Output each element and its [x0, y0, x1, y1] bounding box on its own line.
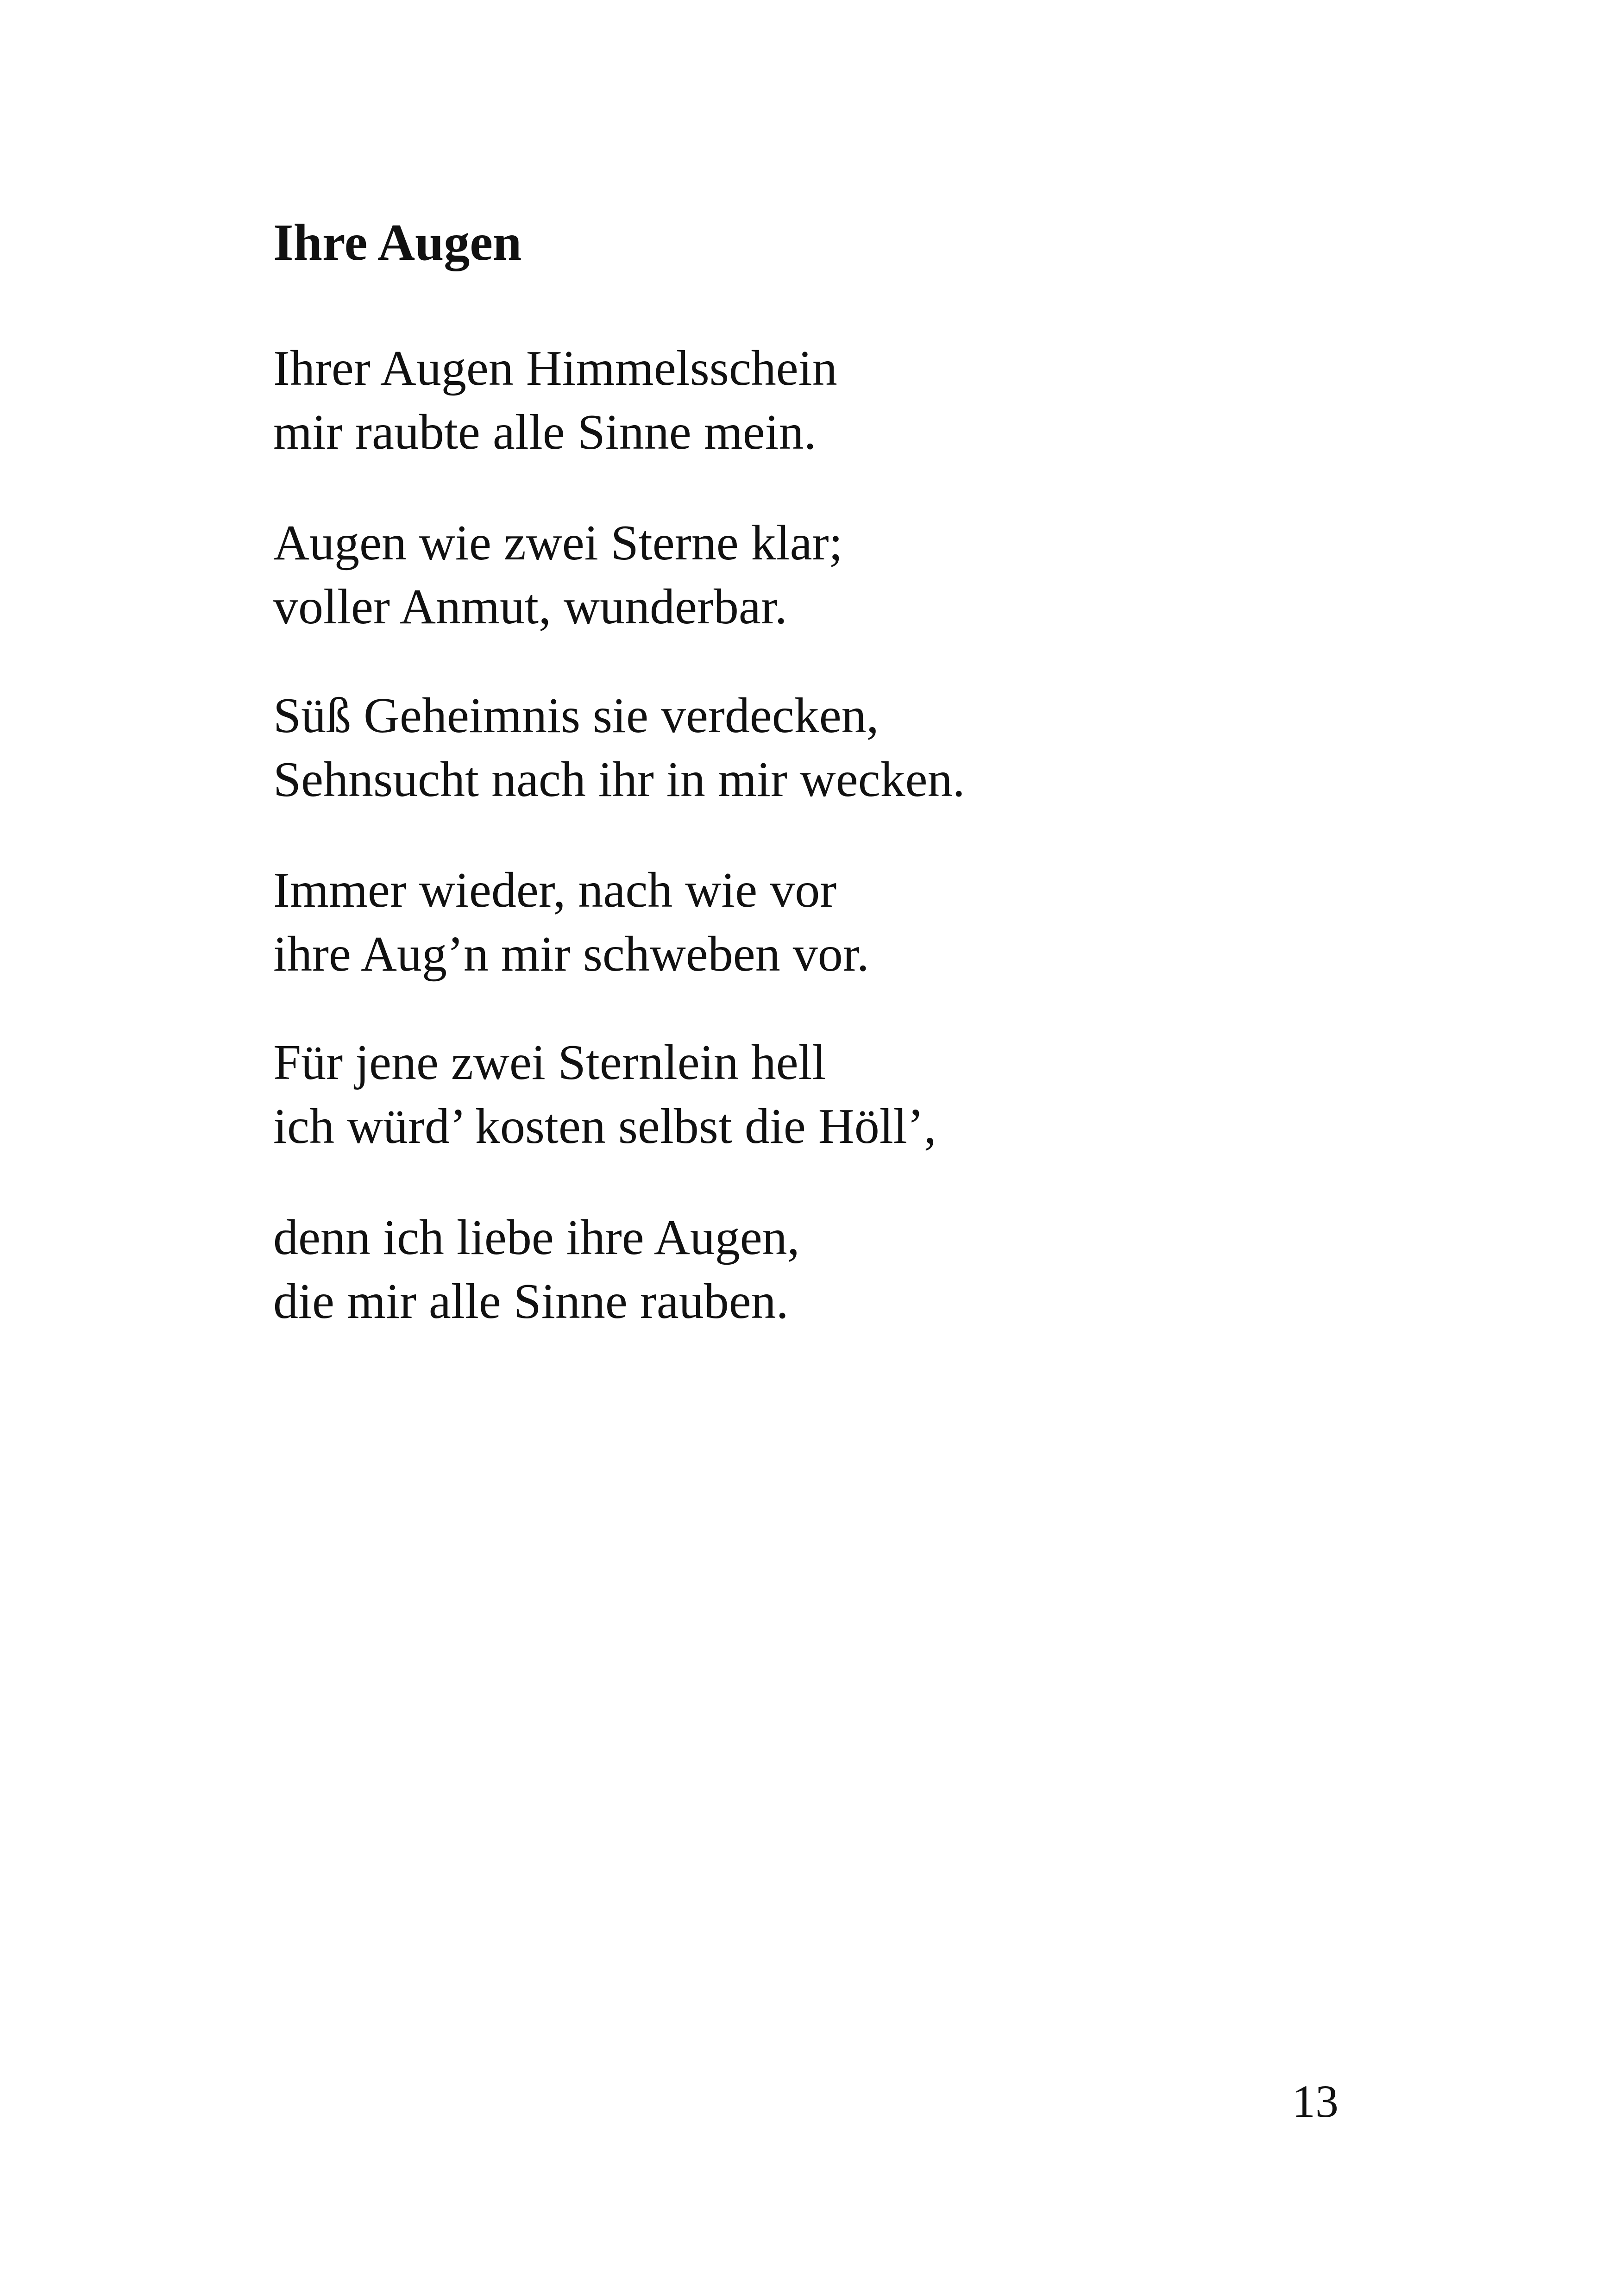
poem-line: Ihrer Augen Himmelsschein — [273, 341, 837, 396]
stanza — [273, 511, 843, 639]
poem-line: ich würd’ kosten selbst die Höll’, — [273, 1099, 936, 1154]
page-number: 13 — [1292, 2076, 1338, 2127]
poem-line: die mir alle Sinne rauben. — [273, 1274, 789, 1329]
poem-line: mir raubte alle Sinne mein. — [273, 405, 817, 460]
poem-line: Sehnsucht nach ihr in mir wecken. — [273, 752, 965, 807]
poem-line: voller Anmut, wunderbar. — [273, 579, 787, 634]
poem-line: Süß Geheimnis sie verdecken, — [273, 688, 879, 743]
stanza — [273, 1031, 936, 1159]
poem-line: Für jene zwei Sternlein hell — [273, 1035, 826, 1090]
poem-title: Ihre Augen — [273, 214, 522, 271]
poem-line: Augen wie zwei Sterne klar; — [273, 515, 843, 571]
stanza — [273, 684, 965, 812]
stanza — [273, 859, 869, 986]
poem-line: denn ich liebe ihre Augen, — [273, 1210, 800, 1265]
poem-line: ihre Aug’n mir schweben vor. — [273, 927, 869, 982]
poem-line: Immer wieder, nach wie vor — [273, 863, 837, 918]
stanza — [273, 1206, 800, 1334]
stanza — [273, 337, 837, 464]
